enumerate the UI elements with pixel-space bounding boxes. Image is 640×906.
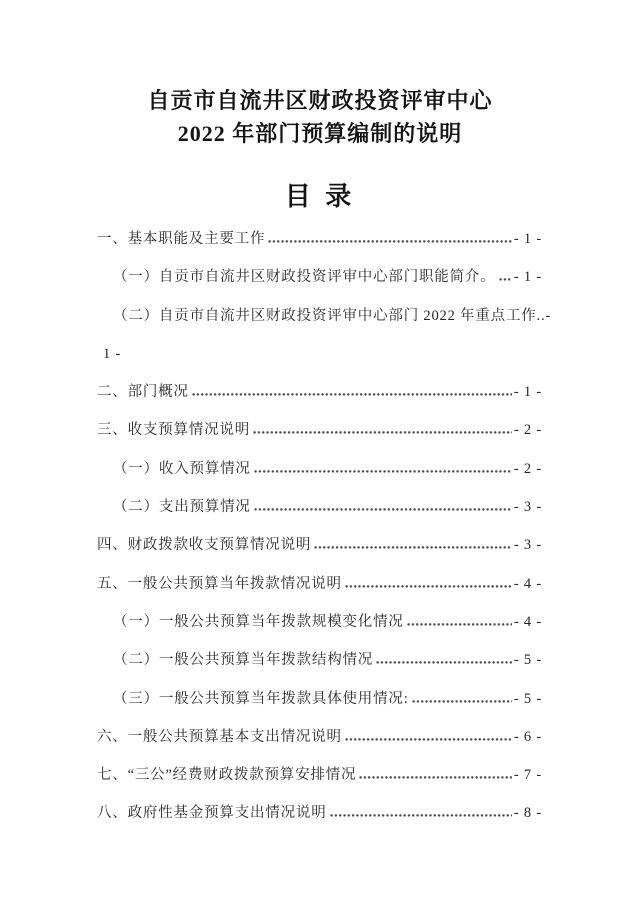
toc-entry-page: - 6 - xyxy=(513,728,542,745)
toc-entry xyxy=(97,651,542,671)
toc-entry-page: - 5 - xyxy=(513,690,542,707)
toc-entry-page: - 1 - xyxy=(513,269,542,286)
dot-leader xyxy=(192,392,512,396)
dot-leader xyxy=(314,545,512,549)
toc-entry xyxy=(97,536,542,556)
table-of-contents xyxy=(97,230,552,824)
toc-entry-page: - 5 - xyxy=(513,652,542,669)
toc-entry-text: 四、财政拨款收支预算情况说明 xyxy=(97,537,312,554)
toc-entry xyxy=(97,268,542,288)
dot-leader xyxy=(268,239,512,243)
toc-entry-text: 二、部门概况 xyxy=(97,384,189,401)
dot-leader xyxy=(330,813,512,817)
toc-entry-text: （二）自贡市自流井区财政投资评审中心部门 2022 年重点工作..- xyxy=(113,307,552,324)
toc-entry xyxy=(97,613,542,633)
document-title-line2: 2022 年部门预算编制的说明 xyxy=(177,121,463,146)
dot-leader xyxy=(345,584,512,588)
toc-heading: 目 录 xyxy=(284,182,356,211)
toc-entry xyxy=(97,804,542,824)
toc-entry-text: （一）一般公共预算当年拨款规模变化情况 xyxy=(113,613,404,630)
toc-entry-page: - 3 - xyxy=(513,499,542,516)
toc-entry-page: - 2 - xyxy=(513,460,542,477)
toc-entry-text: 七、“三公”经费财政拨款预算安排情况 xyxy=(97,767,357,784)
dot-leader xyxy=(376,660,512,664)
dot-leader xyxy=(407,622,512,626)
toc-entry-text: （二）支出预算情况 xyxy=(113,499,251,516)
toc-entry-continuation xyxy=(97,345,542,365)
document-title xyxy=(0,84,640,150)
dot-leader xyxy=(254,469,512,473)
toc-entry xyxy=(97,575,542,595)
document-title-line1: 自贡市自流井区财政投资评审中心 xyxy=(147,88,493,113)
toc-entry xyxy=(97,766,542,786)
toc-entry-page: - 3 - xyxy=(513,537,542,554)
dot-leader xyxy=(359,775,512,779)
toc-entry-page: - 2 - xyxy=(513,422,542,439)
toc-entry-text: 三、收支预算情况说明 xyxy=(97,422,250,439)
toc-entry-text: （三）一般公共预算当年拨款具体使用情况: xyxy=(113,690,409,707)
toc-entry-page: - 1 - xyxy=(513,231,542,247)
dot-leader xyxy=(253,430,512,434)
toc-entry-page: - 4 - xyxy=(513,613,542,630)
toc-entry xyxy=(97,383,542,403)
toc-entry xyxy=(97,690,542,710)
toc-entry xyxy=(97,230,542,250)
toc-entry xyxy=(97,460,542,480)
toc-entry-page: - 8 - xyxy=(513,805,542,822)
toc-entry xyxy=(97,728,542,748)
toc-entry-page: - 7 - xyxy=(513,767,542,784)
toc-entry-text: （二）一般公共预算当年拨款结构情况 xyxy=(113,652,374,669)
toc-entry-text: （一）收入预算情况 xyxy=(113,460,251,477)
toc-entry xyxy=(97,307,552,327)
toc-entry-text: 六、一般公共预算基本支出情况说明 xyxy=(97,728,342,745)
toc-entry-text: 一、基本职能及主要工作 xyxy=(97,231,266,247)
toc-entry-page: - 1 - xyxy=(513,384,542,401)
dot-leader xyxy=(345,737,512,741)
toc-entry-text: 八、政府性基金预算支出情况说明 xyxy=(97,805,327,822)
toc-entry xyxy=(97,421,542,441)
toc-entry-text: 五、一般公共预算当年拨款情况说明 xyxy=(97,575,342,592)
toc-entry-text: （一）自贡市自流井区财政投资评审中心部门职能简介。 xyxy=(113,269,496,286)
toc-entry-continuation-page: 1 - xyxy=(103,345,122,362)
toc-entry xyxy=(97,498,542,518)
dot-leader xyxy=(412,699,512,703)
dot-leader xyxy=(254,507,512,511)
dot-leader xyxy=(499,277,512,281)
toc-entry-page: - 4 - xyxy=(513,575,542,592)
